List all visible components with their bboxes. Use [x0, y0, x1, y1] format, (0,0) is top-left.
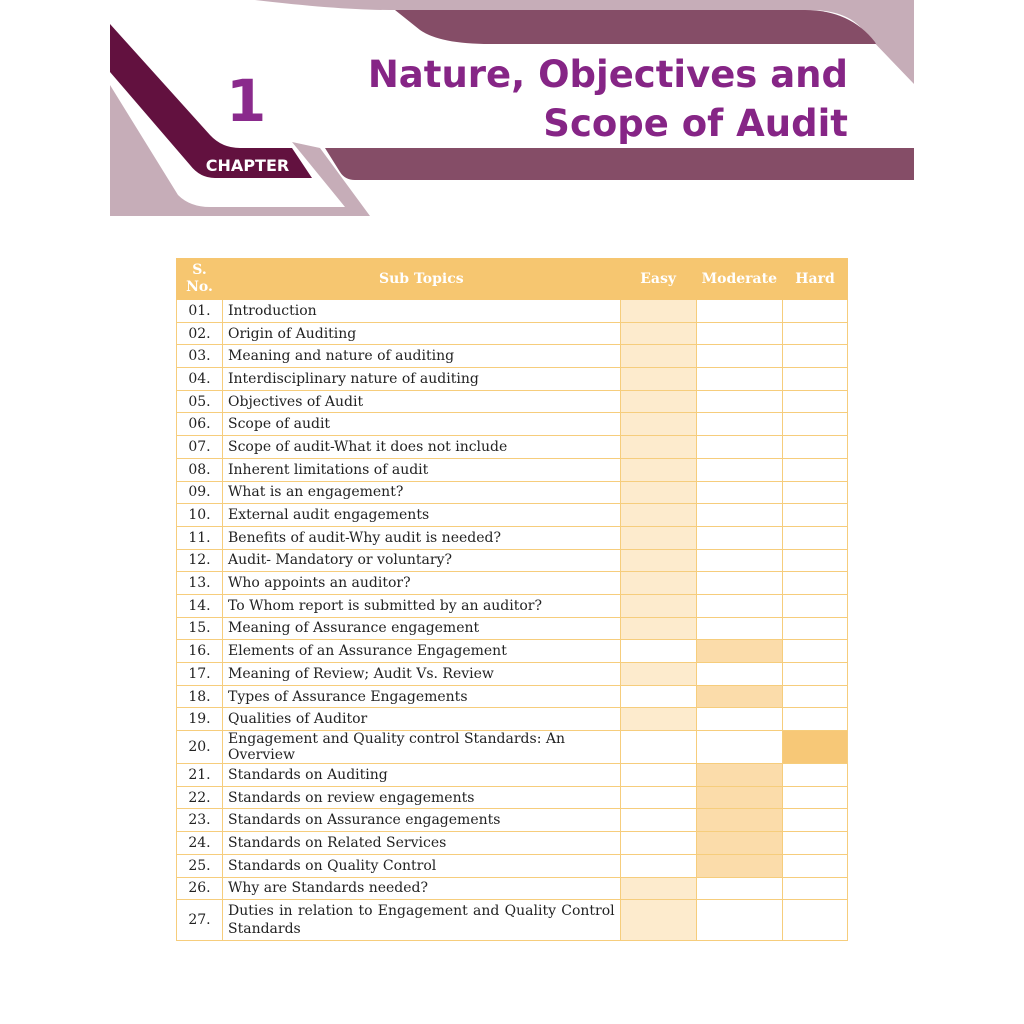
table-row — [177, 854, 848, 877]
difficulty-cell-hard — [783, 764, 848, 787]
difficulty-cell-easy — [620, 390, 696, 413]
row-topic: Meaning of Assurance engagement — [223, 617, 621, 640]
difficulty-cell-hard — [783, 663, 848, 686]
difficulty-cell-easy — [620, 663, 696, 686]
difficulty-cell-moderate — [696, 594, 782, 617]
chapter-number: 1 — [226, 67, 267, 135]
header-sno: S. No. — [177, 259, 223, 300]
row-sno: 06. — [177, 413, 223, 436]
row-topic: Standards on Related Services — [223, 832, 621, 855]
difficulty-cell-easy — [620, 731, 696, 764]
chapter-title-line-1: Nature, Objectives and — [367, 53, 848, 96]
row-sno: 20. — [177, 731, 223, 764]
row-topic: Standards on Quality Control — [223, 854, 621, 877]
difficulty-cell-moderate — [696, 345, 782, 368]
difficulty-cell-easy — [620, 458, 696, 481]
difficulty-cell-moderate — [696, 300, 782, 323]
difficulty-cell-easy — [620, 300, 696, 323]
difficulty-cell-hard — [783, 854, 848, 877]
table-row — [177, 549, 848, 572]
difficulty-cell-easy — [620, 322, 696, 345]
chapter-label: CHAPTER — [205, 156, 290, 175]
difficulty-cell-hard — [783, 640, 848, 663]
difficulty-cell-easy — [620, 617, 696, 640]
header-moderate: Moderate — [696, 259, 782, 300]
row-topic: External audit engagements — [223, 504, 621, 527]
difficulty-cell-hard — [783, 731, 848, 764]
difficulty-cell-moderate — [696, 504, 782, 527]
difficulty-cell-moderate — [696, 413, 782, 436]
row-sno: 23. — [177, 809, 223, 832]
difficulty-cell-moderate — [696, 685, 782, 708]
difficulty-cell-moderate — [696, 786, 782, 809]
difficulty-cell-hard — [783, 617, 848, 640]
difficulty-cell-moderate — [696, 832, 782, 855]
difficulty-cell-easy — [620, 708, 696, 731]
row-sno: 13. — [177, 572, 223, 595]
difficulty-cell-easy — [620, 786, 696, 809]
table-row — [177, 786, 848, 809]
difficulty-cell-hard — [783, 322, 848, 345]
row-sno: 27. — [177, 900, 223, 941]
difficulty-cell-easy — [620, 854, 696, 877]
difficulty-cell-moderate — [696, 572, 782, 595]
table-row — [177, 390, 848, 413]
row-sno: 17. — [177, 663, 223, 686]
difficulty-cell-hard — [783, 809, 848, 832]
difficulty-cell-easy — [620, 526, 696, 549]
row-topic: Meaning of Review; Audit Vs. Review — [223, 663, 621, 686]
difficulty-cell-moderate — [696, 663, 782, 686]
row-sno: 16. — [177, 640, 223, 663]
row-topic: Interdisciplinary nature of auditing — [223, 368, 621, 391]
chapter-title-line-2: Scope of Audit — [543, 102, 848, 145]
table-row — [177, 300, 848, 323]
table-row — [177, 413, 848, 436]
difficulty-cell-hard — [783, 832, 848, 855]
row-topic: Duties in relation to Engagement and Quality Control Standards — [223, 900, 621, 941]
difficulty-cell-moderate — [696, 809, 782, 832]
row-topic: Scope of audit — [223, 413, 621, 436]
row-sno: 10. — [177, 504, 223, 527]
difficulty-cell-hard — [783, 786, 848, 809]
difficulty-cell-easy — [620, 413, 696, 436]
difficulty-cell-moderate — [696, 481, 782, 504]
difficulty-cell-easy — [620, 832, 696, 855]
difficulty-cell-hard — [783, 877, 848, 900]
difficulty-cell-hard — [783, 368, 848, 391]
row-sno: 11. — [177, 526, 223, 549]
difficulty-cell-hard — [783, 549, 848, 572]
header-sub-topics: Sub Topics — [223, 259, 621, 300]
difficulty-cell-easy — [620, 640, 696, 663]
row-sno: 07. — [177, 436, 223, 459]
row-sno: 09. — [177, 481, 223, 504]
difficulty-cell-moderate — [696, 368, 782, 391]
row-topic: Audit- Mandatory or voluntary? — [223, 549, 621, 572]
row-topic: Origin of Auditing — [223, 322, 621, 345]
difficulty-cell-easy — [620, 900, 696, 941]
row-topic: Introduction — [223, 300, 621, 323]
chapter-banner — [0, 0, 1024, 230]
row-sno: 18. — [177, 685, 223, 708]
difficulty-cell-moderate — [696, 322, 782, 345]
table-row — [177, 640, 848, 663]
difficulty-cell-moderate — [696, 708, 782, 731]
row-sno: 02. — [177, 322, 223, 345]
table-row — [177, 526, 848, 549]
difficulty-cell-easy — [620, 345, 696, 368]
row-topic: Elements of an Assurance Engagement — [223, 640, 621, 663]
row-sno: 22. — [177, 786, 223, 809]
difficulty-cell-easy — [620, 368, 696, 391]
row-sno: 21. — [177, 764, 223, 787]
difficulty-cell-easy — [620, 572, 696, 595]
row-topic: Inherent limitations of audit — [223, 458, 621, 481]
row-sno: 08. — [177, 458, 223, 481]
row-sno: 12. — [177, 549, 223, 572]
header-easy: Easy — [620, 259, 696, 300]
difficulty-cell-hard — [783, 481, 848, 504]
difficulty-cell-easy — [620, 594, 696, 617]
row-sno: 05. — [177, 390, 223, 413]
row-topic: Standards on review engagements — [223, 786, 621, 809]
difficulty-cell-easy — [620, 481, 696, 504]
table-row — [177, 708, 848, 731]
table-row — [177, 345, 848, 368]
table-row — [177, 436, 848, 459]
difficulty-cell-hard — [783, 685, 848, 708]
row-topic: Benefits of audit-Why audit is needed? — [223, 526, 621, 549]
table-row — [177, 731, 848, 764]
difficulty-cell-hard — [783, 436, 848, 459]
table-row — [177, 809, 848, 832]
difficulty-cell-moderate — [696, 526, 782, 549]
row-topic: Why are Standards needed? — [223, 877, 621, 900]
table-row — [177, 458, 848, 481]
difficulty-cell-hard — [783, 345, 848, 368]
difficulty-cell-easy — [620, 809, 696, 832]
difficulty-cell-moderate — [696, 854, 782, 877]
table-row — [177, 481, 848, 504]
difficulty-cell-moderate — [696, 764, 782, 787]
row-topic: Meaning and nature of auditing — [223, 345, 621, 368]
row-sno: 26. — [177, 877, 223, 900]
row-topic: Qualities of Auditor — [223, 708, 621, 731]
table-row — [177, 322, 848, 345]
table-row — [177, 504, 848, 527]
sub-topics-table — [176, 258, 848, 941]
difficulty-cell-easy — [620, 549, 696, 572]
chapter-title — [368, 50, 848, 148]
difficulty-cell-easy — [620, 436, 696, 459]
difficulty-cell-hard — [783, 390, 848, 413]
table-row — [177, 877, 848, 900]
row-sno: 25. — [177, 854, 223, 877]
row-topic: What is an engagement? — [223, 481, 621, 504]
difficulty-cell-hard — [783, 594, 848, 617]
difficulty-cell-moderate — [696, 877, 782, 900]
difficulty-cell-moderate — [696, 617, 782, 640]
header-hard: Hard — [783, 259, 848, 300]
row-topic: Engagement and Quality control Standards: An Overview — [223, 731, 621, 764]
table-row — [177, 368, 848, 391]
row-sno: 14. — [177, 594, 223, 617]
difficulty-cell-moderate — [696, 436, 782, 459]
row-sno: 24. — [177, 832, 223, 855]
row-topic: Types of Assurance Engagements — [223, 685, 621, 708]
row-topic: Scope of audit-What it does not include — [223, 436, 621, 459]
difficulty-cell-moderate — [696, 640, 782, 663]
row-topic: Standards on Assurance engagements — [223, 809, 621, 832]
table-row — [177, 594, 848, 617]
row-sno: 19. — [177, 708, 223, 731]
row-sno: 04. — [177, 368, 223, 391]
table-body — [177, 300, 848, 941]
difficulty-cell-hard — [783, 900, 848, 941]
difficulty-cell-hard — [783, 504, 848, 527]
table-header-row — [177, 259, 848, 300]
difficulty-cell-hard — [783, 413, 848, 436]
row-sno: 15. — [177, 617, 223, 640]
difficulty-cell-easy — [620, 504, 696, 527]
table-row — [177, 832, 848, 855]
difficulty-cell-hard — [783, 572, 848, 595]
row-sno: 03. — [177, 345, 223, 368]
table-row — [177, 663, 848, 686]
table-row — [177, 764, 848, 787]
difficulty-cell-moderate — [696, 900, 782, 941]
difficulty-cell-easy — [620, 764, 696, 787]
difficulty-cell-hard — [783, 300, 848, 323]
difficulty-cell-moderate — [696, 549, 782, 572]
row-topic: Standards on Auditing — [223, 764, 621, 787]
difficulty-cell-easy — [620, 685, 696, 708]
table-row — [177, 572, 848, 595]
difficulty-cell-moderate — [696, 731, 782, 764]
difficulty-cell-hard — [783, 458, 848, 481]
difficulty-cell-moderate — [696, 458, 782, 481]
row-topic: Who appoints an auditor? — [223, 572, 621, 595]
row-topic: To Whom report is submitted by an auditor? — [223, 594, 621, 617]
difficulty-cell-hard — [783, 708, 848, 731]
row-topic: Objectives of Audit — [223, 390, 621, 413]
table-row — [177, 685, 848, 708]
row-sno: 01. — [177, 300, 223, 323]
table-row — [177, 617, 848, 640]
difficulty-cell-moderate — [696, 390, 782, 413]
difficulty-cell-hard — [783, 526, 848, 549]
table-row — [177, 900, 848, 941]
difficulty-cell-easy — [620, 877, 696, 900]
